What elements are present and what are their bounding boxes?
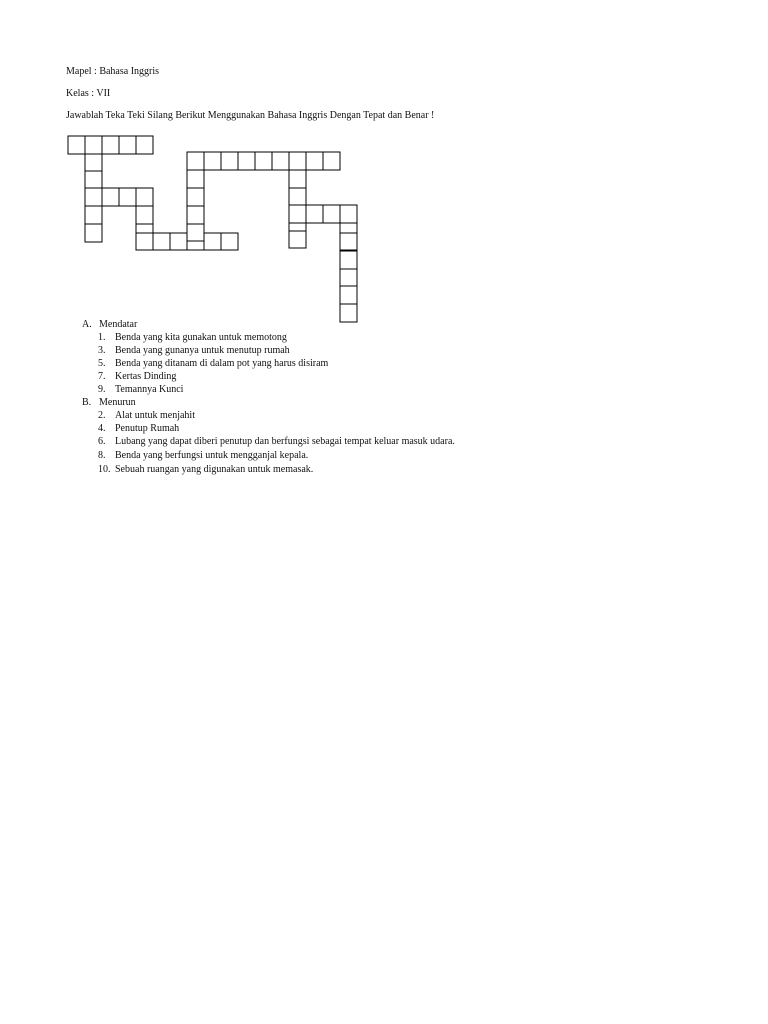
crossword-cell[interactable] [136,188,153,206]
crossword-cell[interactable] [85,136,102,154]
crossword-cell[interactable] [119,136,136,154]
crossword-cell[interactable] [102,136,119,154]
crossword-cell[interactable] [340,223,357,233]
list-item [98,370,176,383]
list-item [98,463,313,476]
clue-text: Alat untuk menjahit [115,410,195,421]
crossword-cell[interactable] [68,136,85,154]
clue-text: Sebuah ruangan yang digunakan untuk memasak. [115,464,314,475]
crossword-cell[interactable] [119,188,136,206]
crossword-cell[interactable] [340,269,357,286]
instruction-text: Jawablah Teka Teki Silang Berikut Menggunakan Bahasa Inggris Dengan Tepat dan Benar ! [66,110,435,121]
across-marker: A. [82,319,92,330]
crossword-cell[interactable] [204,152,221,170]
clue-number: 5. [98,358,106,369]
crossword-cell[interactable] [255,152,272,170]
crossword-cell[interactable] [289,231,306,248]
clue-number: 4. [98,423,106,434]
crossword-cell[interactable] [136,224,153,233]
list-item [98,357,328,370]
crossword-cell[interactable] [289,152,306,170]
clue-number: 9. [98,384,106,395]
crossword-cell[interactable] [289,188,306,205]
crossword-cell[interactable] [187,188,204,206]
crossword-cell[interactable] [102,188,119,206]
crossword-cell[interactable] [323,205,340,223]
clue-number: 10. [98,464,111,475]
crossword-cell[interactable] [323,152,340,170]
list-item [98,435,455,448]
crossword-cell[interactable] [85,171,102,188]
crossword-cell[interactable] [136,206,153,224]
list-item [98,409,195,422]
list-item [98,449,308,462]
crossword-cell[interactable] [289,205,306,223]
grade-label: Kelas : VII [66,88,111,99]
clue-text: Benda yang berfungsi untuk mengganjal kepala. [115,450,309,461]
subject-label: Mapel : Bahasa Inggris [66,66,160,77]
crossword-cell[interactable] [306,152,323,170]
crossword-cell[interactable] [289,170,306,188]
clue-number: 1. [98,332,106,343]
crossword-cell[interactable] [136,233,153,250]
clue-text: Benda yang gunanya untuk menutup rumah [115,345,290,356]
down-marker: B. [82,397,92,408]
crossword-cell[interactable] [187,224,204,241]
clue-number: 7. [98,371,106,382]
crossword-cell[interactable] [221,152,238,170]
clue-number: 3. [98,345,106,356]
crossword-cell[interactable] [187,206,204,224]
crossword-cell[interactable] [272,152,289,170]
crossword-cell[interactable] [238,152,255,170]
crossword-cell[interactable] [340,251,357,269]
crossword-cell[interactable] [221,233,238,250]
crossword-cell[interactable] [340,304,357,322]
clue-number: 8. [98,450,106,461]
across-section-heading [82,318,137,331]
clue-number: 2. [98,410,106,421]
crossword-grid [0,0,768,340]
crossword-cell[interactable] [85,224,102,242]
down-title: Menurun [99,397,136,408]
clue-text: Penutup Rumah [115,423,180,434]
down-section-heading [82,396,136,409]
crossword-cell[interactable] [340,233,357,250]
clue-text: Benda yang ditanam di dalam pot yang harus disiram [115,358,329,369]
clue-text: Benda yang kita gunakan untuk memotong [115,332,287,343]
crossword-cell[interactable] [136,136,153,154]
across-title: Mendatar [99,319,138,330]
crossword-cell[interactable] [187,152,204,170]
clue-text: Kertas Dinding [115,371,177,382]
crossword-cell[interactable] [153,233,170,250]
crossword-cell[interactable] [306,205,323,223]
crossword-cell[interactable] [85,154,102,171]
crossword-cell[interactable] [85,188,102,206]
list-item [98,331,287,344]
clue-text: Lubang yang dapat diberi penutup dan berfungsi sebagai tempat keluar masuk udara. [115,436,455,447]
list-item [98,344,290,357]
crossword-cell[interactable] [340,286,357,304]
crossword-cell[interactable] [289,223,306,231]
list-item [98,422,179,435]
crossword-cell[interactable] [187,170,204,188]
crossword-cell[interactable] [204,233,221,250]
crossword-cell[interactable] [85,206,102,224]
crossword-cell[interactable] [340,205,357,223]
list-item [98,383,183,396]
clue-text: Temannya Kunci [115,384,184,395]
clue-number: 6. [98,436,106,447]
crossword-cell[interactable] [170,233,187,250]
